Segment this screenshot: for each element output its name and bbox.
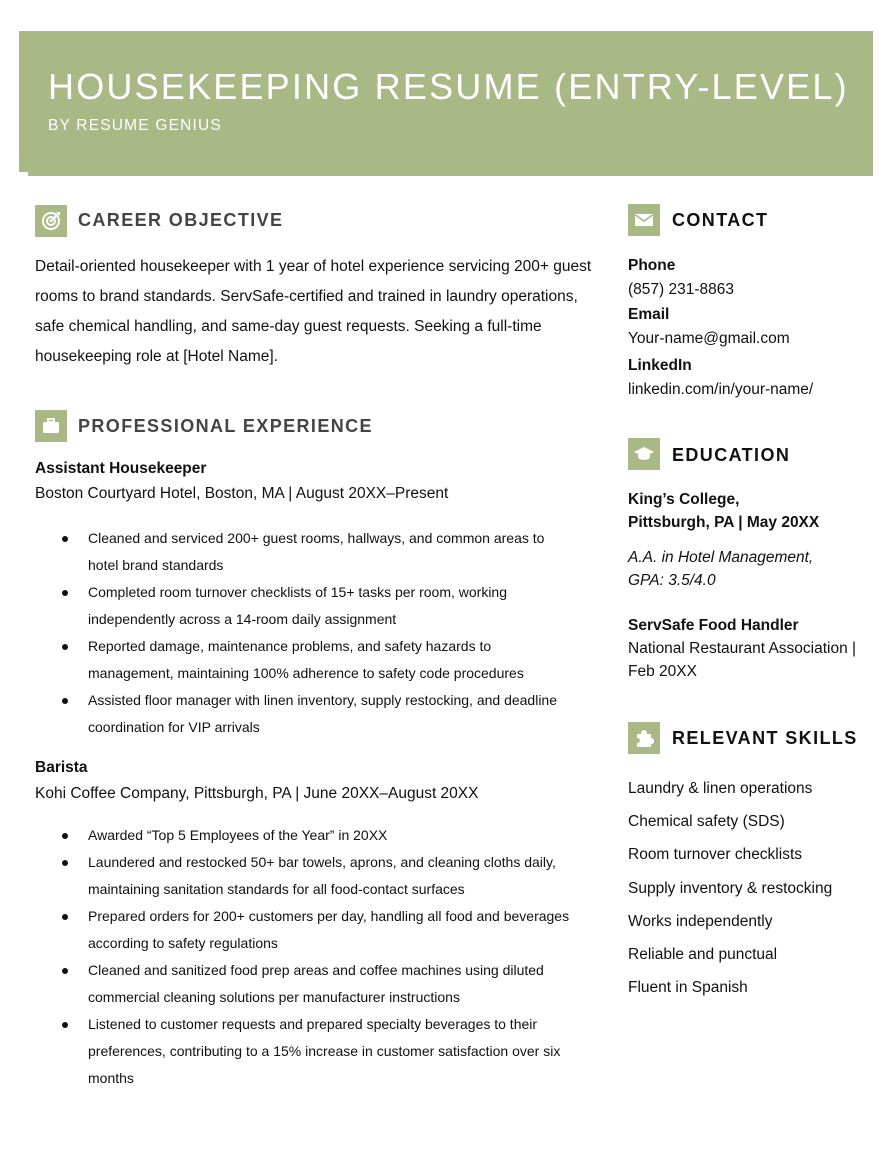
list-item: Assisted floor manager with linen inventory, supply restocking, and deadline coordination for VIP arrivals [60,687,570,741]
certification-date: Feb 20XX [628,663,697,680]
page-title: HOUSEKEEPING RESUME (ENTRY-LEVEL) [48,66,849,107]
linkedin-label: LinkedIn [628,357,692,374]
job-bullets [60,525,570,741]
list-item: Reported damage, maintenance problems, and safety hazards to management, maintaining 100% adherence to safety code procedures [60,633,570,687]
certification-title: ServSafe Food Handler [628,617,799,634]
list-item: Works independently [628,912,773,930]
envelope-icon [628,204,660,236]
list-item: Room turnover checklists [628,846,803,864]
job-title: Barista [35,759,88,776]
job-meta: Boston Courtyard Hotel, Boston, MA | August 20XX–Present [35,485,449,502]
skills-list [628,772,832,1004]
graduation-cap-icon [628,438,660,470]
list-item: Fluent in Spanish [628,979,748,997]
briefcase-icon [35,410,67,442]
list-item: Completed room turnover checklists of 15+ tasks per room, working independently across a 14-room daily assignment [60,579,570,633]
degree: A.A. in Hotel Management, [628,549,814,566]
skills-heading: RELEVANT SKILLS [672,728,858,748]
job-meta: Kohi Coffee Company, Pittsburgh, PA | June 20XX–August 20XX [35,785,479,802]
target-icon [35,205,67,237]
career-objective-heading: CAREER OBJECTIVE [78,210,284,230]
objective-text: Detail-oriented housekeeper with 1 year of hotel experience servicing 200+ guest rooms to brand standards. ServSafe-certified and trained in laundry operations, safe chemical handling, and same-day guest requests. Seeking a full-time housekeeping role at [Hotel Name]. [35,258,592,365]
list-item: Cleaned and sanitized food prep areas and coffee machines using diluted commercial cleaning solutions per manufacturer instructions [60,957,570,1011]
linkedin-value[interactable]: linkedin.com/in/your-name/ [628,381,814,398]
header-notch [19,172,28,176]
list-item: Laundry & linen operations [628,780,813,797]
school-location-date: Pittsburgh, PA | May 20XX [628,514,820,531]
phone-label: Phone [628,257,676,274]
list-item: Chemical safety (SDS) [628,813,785,831]
list-item: Supply inventory & restocking [628,879,833,897]
contact-heading: CONTACT [672,210,769,230]
list-item: Cleaned and serviced 200+ guest rooms, hallways, and common areas to hotel brand standards [60,525,570,579]
experience-heading: PROFESSIONAL EXPERIENCE [78,416,373,436]
list-item: Prepared orders for 200+ customers per day, handling all food and beverages according to safety regulations [60,903,570,957]
job-title: Assistant Housekeeper [35,460,207,477]
education-heading: EDUCATION [672,445,791,465]
phone-value: (857) 231-8863 [628,281,734,298]
email-value[interactable]: Your-name@gmail.com [628,330,790,347]
list-item: Awarded “Top 5 Employees of the Year” in 20XX [60,822,570,849]
gpa: GPA: 3.5/4.0 [628,572,716,589]
certification-issuer: National Restaurant Association | [628,640,857,657]
page-subtitle: BY RESUME GENIUS [48,117,222,134]
list-item: Reliable and punctual [628,946,778,964]
job-bullets [60,822,570,1092]
email-label: Email [628,306,670,323]
school-name: King’s College, [628,491,740,508]
list-item: Listened to customer requests and prepared specialty beverages to their preferences, contributing to a 15% increase in customer satisfaction over six months [60,1011,570,1092]
list-item: Laundered and restocked 50+ bar towels, aprons, and cleaning cloths daily, maintaining sanitation standards for all food-contact surfaces [60,849,570,903]
puzzle-icon [628,722,660,754]
